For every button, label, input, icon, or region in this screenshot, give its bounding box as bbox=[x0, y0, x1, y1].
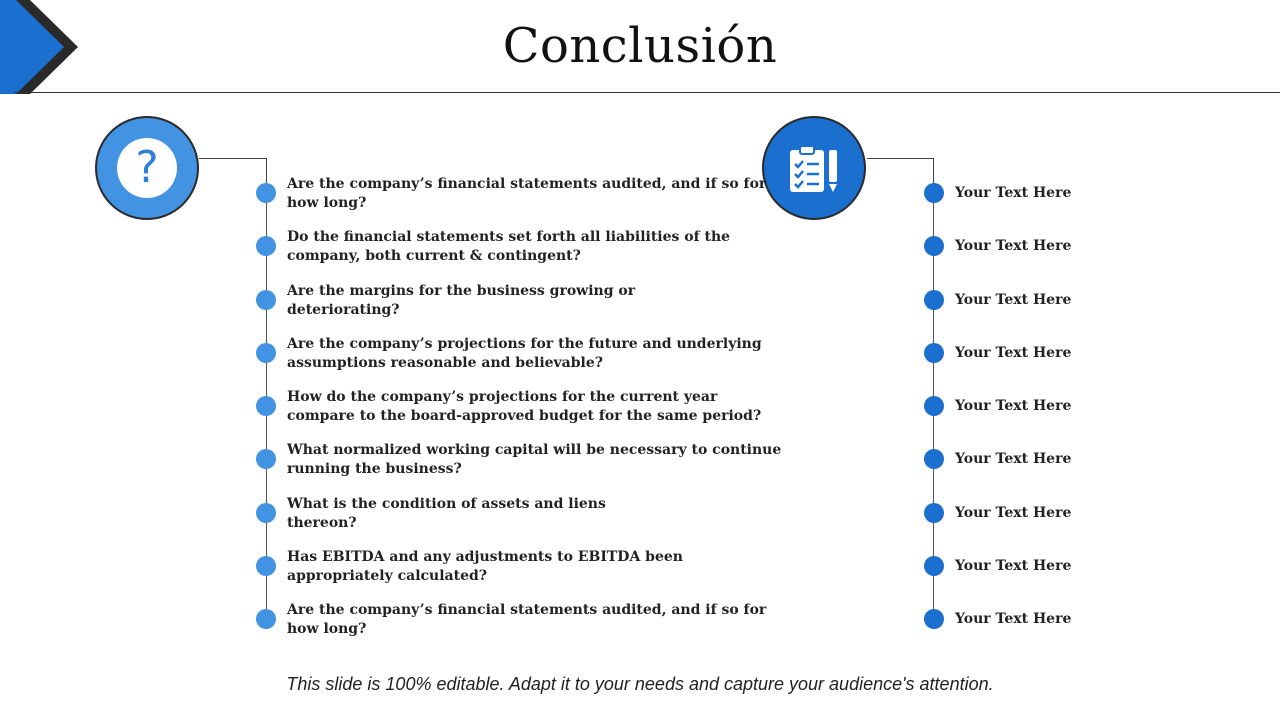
question-text-line2: company, both current & contingent? bbox=[287, 248, 581, 265]
timeline-dot bbox=[924, 183, 944, 203]
question-text-line1: Has EBITDA and any adjustments to EBITDA been bbox=[287, 548, 683, 565]
right-connector-horizontal bbox=[867, 158, 934, 159]
timeline-dot bbox=[924, 449, 944, 469]
answer-text: Your Text Here bbox=[955, 611, 1072, 627]
question-text-line1: Are the company’s financial statements audited, and if so for bbox=[287, 602, 767, 618]
left-connector-horizontal bbox=[199, 158, 267, 159]
question-text-line2: assumptions reasonable and believable? bbox=[287, 354, 603, 371]
timeline-dot bbox=[924, 396, 944, 416]
timeline-dot bbox=[256, 556, 276, 576]
question-text-line2: appropriately calculated? bbox=[287, 567, 487, 584]
timeline-dot bbox=[256, 449, 276, 469]
answer-text: Your Text Here bbox=[955, 291, 1072, 308]
clipboard-badge bbox=[762, 116, 866, 220]
question-badge bbox=[95, 116, 199, 220]
question-text-line2: running the business? bbox=[287, 461, 462, 478]
title-divider bbox=[14, 92, 1280, 93]
answer-text: Your Text Here bbox=[955, 238, 1072, 255]
answer-text: Your Text Here bbox=[955, 557, 1072, 574]
timeline-dot bbox=[924, 503, 944, 523]
footer-note: This slide is 100% editable. Adapt it to your needs and capture your audience's attention. bbox=[286, 674, 994, 694]
timeline-dot bbox=[256, 236, 276, 256]
timeline-dot bbox=[256, 343, 276, 363]
question-text-line2: thereon? bbox=[287, 514, 357, 531]
answer-text: Your Text Here bbox=[955, 185, 1072, 201]
question-text-line2: how long? bbox=[287, 621, 367, 637]
question-text-line2: deteriorating? bbox=[287, 301, 400, 318]
question-text-line1: Are the company’s projections for the future and underlying bbox=[287, 335, 762, 352]
answer-text: Your Text Here bbox=[955, 344, 1072, 361]
question-text-line1: Are the company’s financial statements audited, and if so for bbox=[287, 176, 767, 192]
timeline-dot bbox=[924, 290, 944, 310]
answer-text: Your Text Here bbox=[955, 398, 1072, 414]
timeline-dot bbox=[256, 609, 276, 629]
timeline-dot bbox=[924, 343, 944, 363]
question-mark-icon: ? bbox=[117, 138, 177, 198]
question-text-line1: Are the margins for the business growing or bbox=[287, 282, 636, 299]
timeline-dot bbox=[924, 609, 944, 629]
question-text-line2: how long? bbox=[287, 195, 367, 211]
question-text-line1: What normalized working capital will be necessary to continue bbox=[287, 442, 782, 459]
question-text-line2: compare to the board-approved budget for the same period? bbox=[287, 408, 762, 424]
timeline-dot bbox=[924, 556, 944, 576]
timeline-dot bbox=[256, 503, 276, 523]
question-text-line1: Do the financial statements set forth all liabilities of the bbox=[287, 229, 731, 246]
clipboard-checklist-icon bbox=[788, 144, 844, 194]
timeline-dot bbox=[256, 290, 276, 310]
question-text-line1: What is the condition of assets and liens bbox=[287, 495, 606, 512]
question-text-line1: How do the company’s projections for the current year bbox=[287, 389, 718, 405]
page-title: Conclusión bbox=[502, 18, 778, 74]
answer-text: Your Text Here bbox=[955, 504, 1072, 521]
timeline-dot bbox=[256, 183, 276, 203]
timeline-dot bbox=[924, 236, 944, 256]
timeline-dot bbox=[256, 396, 276, 416]
answer-text: Your Text Here bbox=[955, 451, 1072, 468]
